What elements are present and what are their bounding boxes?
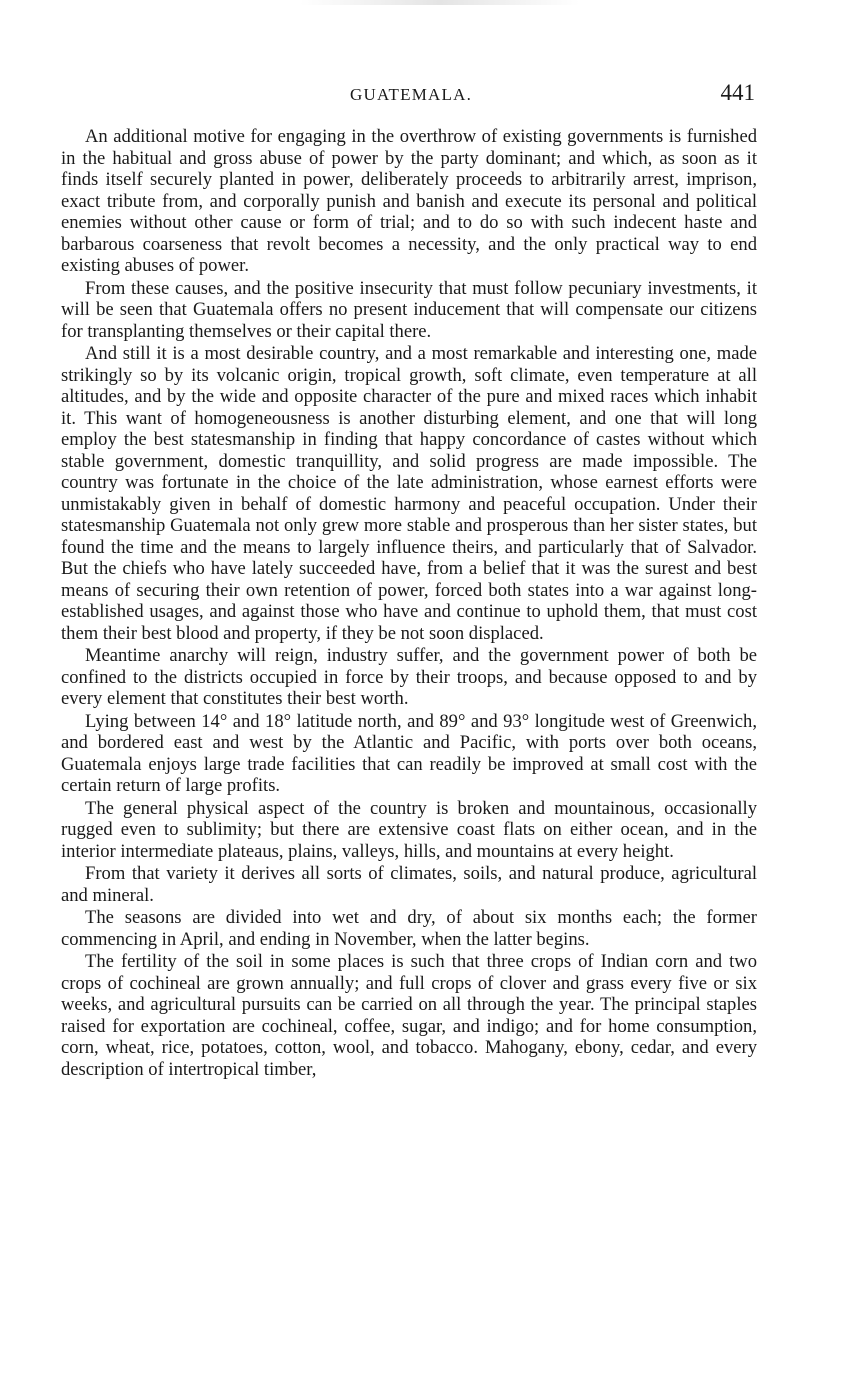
scan-artifact xyxy=(300,0,580,5)
paragraph-geography: Lying between 14° and 18° latitude north, and 89° and 93° longitude west of Greenwich, and bordered east and west by the Atlantic and Pacific, with ports over both oceans, Guatemala enjoys large trade facilities that can readily be improved at small cost with the certain return of large profits. xyxy=(61,710,757,796)
paragraph-desirable-country: And still it is a most desirable country, and a most remarkable and interesting one, made strikingly so by its volcanic origin, tropical growth, soft climate, even temperature at all altitudes, and by the wide and opposite character of the pure and mixed races which inhabit it. This want of homogeneousness is another disturbing element, and one that will long employ the best statesmanship in finding that happy concordance of castes without which stable government, domestic tranquillity, and solid progress are made impossible. The country was fortunate in the choice of the late administration, whose earnest efforts were unmistakably given in behalf of domestic harmony and peaceful occupation. Under their statesmanship Guatemala not only grew more stable and prosperous than her sister states, but found the time and the means to largely influence theirs, and particularly that of Salvador. But the chiefs who have lately succeeded have, from a belief that it was the surest and best means of securing their own retention of power, forced both states into a war against long-established usages, and against those who have and continue to uphold them, that must cost them their best blood and property, if they be not soon displaced. xyxy=(61,343,757,644)
body-text xyxy=(61,126,757,1081)
paragraph-fertility: The fertility of the soil in some places is such that three crops of Indian corn and two crops of cochineal are grown annually; and full crops of clover and grass every five or six weeks, and agricultural pursuits can be carried on all through the year. The principal staples raised for exportation are cochineal, coffee, sugar, and indigo; and for home consumption, corn, wheat, rice, potatoes, cotton, wool, and tobacco. Mahogany, ebony, cedar, and every description of intertropical timber, xyxy=(61,951,757,1080)
page-number: 441 xyxy=(720,80,755,105)
paragraph-seasons: The seasons are divided into wet and dry, of about six months each; the former commencing in April, and ending in November, when the latter begins. xyxy=(61,907,757,950)
paragraph-variety: From that variety it derives all sorts of climates, soils, and natural produce, agricultural and mineral. xyxy=(61,863,757,906)
running-title: GUATEMALA. xyxy=(350,85,473,104)
paragraph-anarchy: Meantime anarchy will reign, industry suffer, and the government power of both be confined to the districts occupied in force by their troops, and because opposed to and by every element that constitutes their best worth. xyxy=(61,645,757,709)
paragraph-physical-aspect: The general physical aspect of the country is broken and mountainous, occasionally rugged even to sublimity; but there are extensive coast flats on either ocean, and in the interior intermediate plateaus, plains, valleys, hills, and mountains at every height. xyxy=(61,797,757,862)
paragraph-insecurity: From these causes, and the positive insecurity that must follow pecuniary investments, it will be seen that Guatemala offers no present inducement that will compensate our citizens for transplanting themselves or their capital there. xyxy=(61,277,757,342)
paragraph-abuse-of-power: An additional motive for engaging in the overthrow of existing governments is furnished in the habitual and gross abuse of power by the party dominant; and which, as soon as it finds itself securely planted in power, deliberately proceeds to arbitrarily arrest, imprison, exact tribute from, and corporally punish and banish and execute its personal and political enemies without other cause or form of trial; and to do so with such indecent haste and barbarous coarseness that revolt becomes a necessity, and the only practical way to end existing abuses of power. xyxy=(61,126,757,276)
page-header xyxy=(0,80,859,110)
